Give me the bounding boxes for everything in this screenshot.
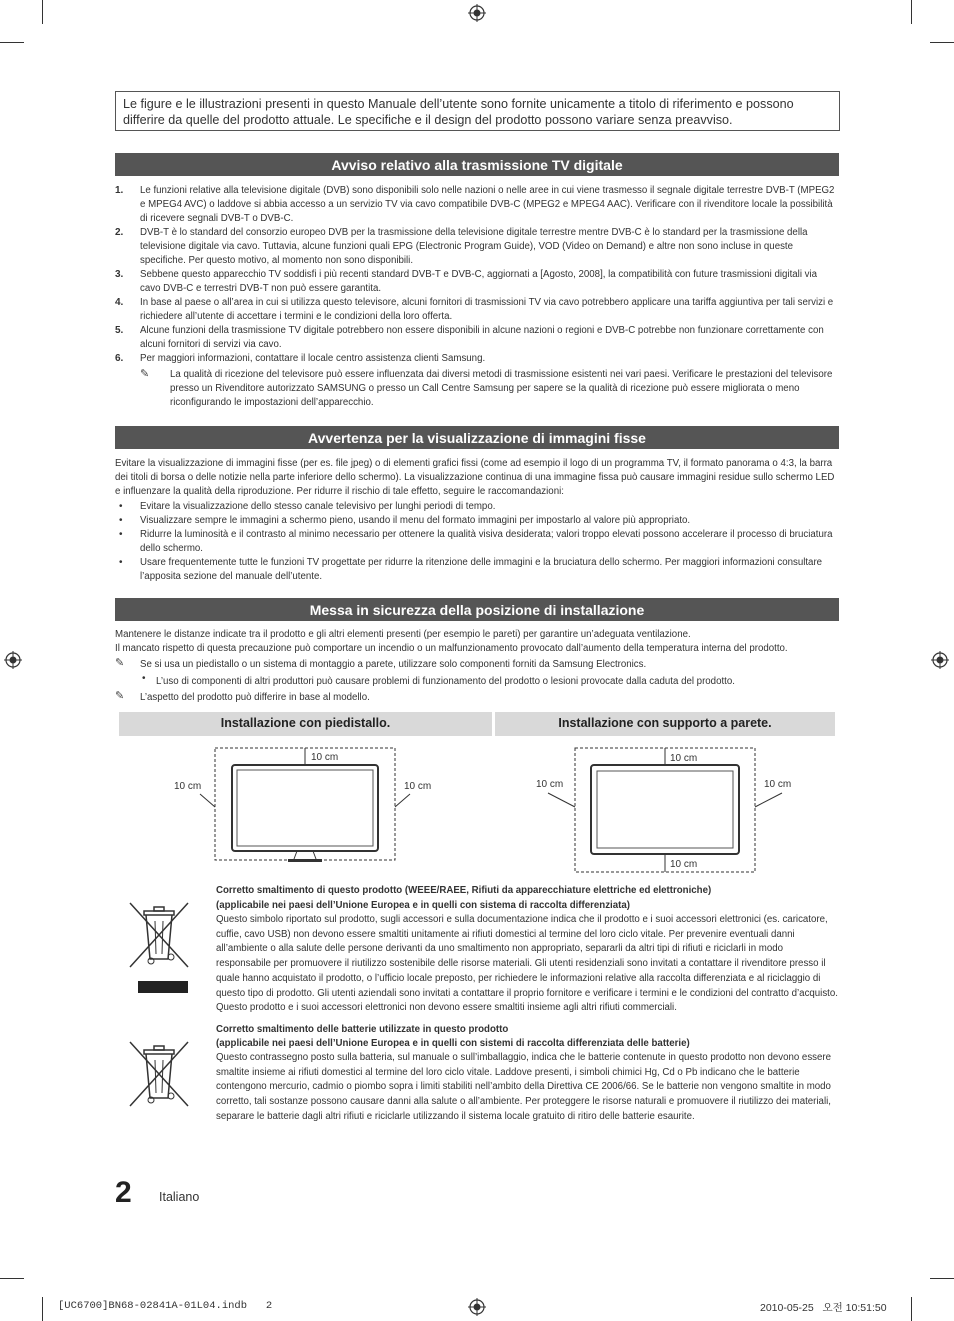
bullet-icon: • bbox=[142, 673, 146, 684]
bullet-item: Ridurre la luminosità e il contrasto al minimo necessario per ottenere la qualità visiva desiderata; valori troppo elevati possono accelerare il processo di bruciatura dello schermo. bbox=[140, 529, 833, 554]
column-header-wall: Installazione con supporto a parete. bbox=[495, 712, 835, 736]
weee-body: Questo simbolo riportato sul prodotto, sugli accessori e sulla documentazione indica che il prodotto e i suoi accessori elettronici (es. caricatore, cuffie, cavo USB) non devono essere smaltiti unitamente ai rifiuti domestici al termine del loro ciclo vitale. Per prevenire eventuali danni all’ambiente o alla salute delle persone derivanti da uno smaltimento non appropriato, separarli da altri tipi di rifiuti e riciclarli in modo responsabile per promuovere il riutilizzo sostenibile delle risorse materiali. Gli utenti residenziali sono invitati a contattare il rivenditore presso il quale hanno acquistato il prodotto, o l’ufficio locale preposto, per richiedere le informazioni relative alla raccolta differenziata e al riciclaggio di questo tipo di prodotto. Gli utenti aziendali sono invitati a contattare il proprio fornitore e verificare i termini e le condizioni del contratto d’acquisto. Questo prodotto e i suoi accessori elettronici non devono essere smaltiti insieme agli altri rifiuti commerciali. bbox=[216, 914, 838, 1014]
print-timestamp: 2010-05-25 오전 10:51:50 bbox=[760, 1302, 887, 1314]
bullet-icon: • bbox=[119, 501, 123, 512]
list-item: DVB-T è lo standard del consorzio europeo DVB per la trasmissione della televisione digitale terrestre mentre DVB-C è lo standard per la trasmissione della televisione digitale via cavo. Tuttavia, alcune funzioni quali EPG (Electronic Program Guide), VOD (Video on Demand) e altre non sono incluse in queste specifiche. Per questo motivo, al momento non sono disponibili. bbox=[140, 227, 808, 266]
weee-subtitle: (applicabile nei paesi dell’Unione Europea e in quelli con sistema di raccolta differenziata) bbox=[216, 900, 630, 911]
wall-installation-diagram bbox=[530, 745, 800, 875]
section-intro: Evitare la visualizzazione di immagini fisse (per es. file jpeg) o di elementi grafici fissi (come ad esempio il logo di un programma TV, il formato panorama o 4:3, la barra dei titoli di borsa o delle notizie nella parte inferiore dello schermo). La visualizzazione continua di una immagine fissa può causare immagini residue sullo schermo LED e influenzare la qualità della riproduzione. Per ridurre il rischio di tale effetto, seguire le raccomandazioni: bbox=[115, 458, 835, 497]
battery-title: Corretto smaltimento delle batterie utilizzate in questo prodotto bbox=[216, 1024, 509, 1035]
bullet-icon: • bbox=[119, 529, 123, 540]
weee-title: Corretto smaltimento di questo prodotto (WEEE/RAEE, Rifiuti da apparecchiature elettriche ed elettroniche) bbox=[216, 885, 712, 896]
disclaimer-box: Le figure e le illustrazioni presenti in questo Manuale dell’utente sono fornite unicamente a titolo di riferimento e possono differire da quelle del prodotto attuale. Le specifiche e il design del prodotto possono variare senza preavviso. bbox=[115, 91, 840, 131]
registration-mark-icon bbox=[468, 1298, 486, 1316]
crop-mark bbox=[911, 0, 912, 24]
section-title-digital-tv: Avviso relativo alla trasmissione TV digitale bbox=[115, 153, 839, 176]
registration-mark-icon bbox=[4, 651, 22, 669]
distance-label-bottom: 10 cm bbox=[670, 859, 698, 870]
distance-label-right: 10 cm bbox=[404, 781, 432, 792]
column-header-stand: Installazione con piedistallo. bbox=[119, 712, 492, 736]
note-pencil-icon: ✎ bbox=[140, 368, 150, 380]
list-item: Le funzioni relative alla televisione digitale (DVB) sono disponibili solo nelle nazioni o nelle aree in cui viene trasmesso il segnale digitale terrestre DVB-T (MPEG2 e MPEG4 AVC) o laddove si abbia accesso a un servizio TV via cavo compatibile DVB-C (MPEG2 e MPEG4 AAC). Verificare con il rivenditore locale la possibilità di ricevere segnali DVB-T o DVB-C. bbox=[140, 185, 835, 224]
list-item: Sebbene questo apparecchio TV soddisfi i più recenti standard DVB-T e DVB-C, aggiornati a [Agosto, 2008], la compatibilità con future trasmissioni digitali via cavo DVB-C e terrestri DVB-T non può essere garantita. bbox=[140, 269, 818, 294]
list-item: Per maggiori informazioni, contattare il locale centro assistenza clienti Samsung. bbox=[140, 353, 486, 364]
registration-mark-icon bbox=[931, 651, 949, 669]
registration-mark-icon bbox=[468, 4, 486, 22]
list-number: 2. bbox=[115, 227, 124, 238]
bullet-item: Visualizzare sempre le immagini a schermo pieno, usando il menu del formato immagini per impostarlo al valore più appropriato. bbox=[140, 515, 691, 526]
distance-label-top: 10 cm bbox=[311, 752, 339, 763]
bullet-item: Evitare la visualizzazione dello stesso canale televisivo per lunghi periodi di tempo. bbox=[140, 501, 496, 512]
page-language: Italiano bbox=[159, 1190, 200, 1204]
battery-body: Questo contrassegno posto sulla batteria, sul manuale o sull’imballaggio, indica che le batterie contenute in questo prodotto non devono essere smaltite insieme ai rifiuti domestici al termine del loro ciclo vitale. Laddove presenti, i simboli chimici Hg, Cd o Pb indicano che le batterie contengono mercurio, cadmio o piombo sopra i limiti stabiliti nell’ambito della Direttiva CE 2006/66. Se le batterie non vengono smaltite in modo corretto, tali sostanze possono causare danni alla salute o all’ambiente. Per proteggere le risorse naturali e promuovere il riutilizzo dei materiali, separare le batterie dagli altri rifiuti e riciclarle utilizzando il sistema locale gratuito di ritiro delle batterie esaurite. bbox=[216, 1052, 832, 1122]
crop-mark bbox=[0, 42, 24, 43]
distance-label-right: 10 cm bbox=[764, 779, 792, 790]
distance-label-left: 10 cm bbox=[174, 781, 202, 792]
distance-label-top: 10 cm bbox=[670, 753, 698, 764]
crop-mark bbox=[930, 1278, 954, 1279]
list-item: In base al paese o all’area in cui si utilizza questo televisore, alcuni fornitori di trasmissioni TV via cavo potrebbero applicare una tariffa aggiuntiva per tali servizi e richiedere all’utente di accettare i termini e le condizioni della loro offerta. bbox=[140, 297, 834, 322]
section-intro: Mantenere le distanze indicate tra il prodotto e gli altri elementi presenti (per esempio le pareti) per garantire un’adeguata ventilazione. bbox=[115, 629, 691, 640]
list-number: 5. bbox=[115, 325, 124, 336]
sub-bullet-text: L’uso di componenti di altri produttori può causare problemi di funzionamento del prodotto o lesioni provocate dalla caduta del prodotto. bbox=[156, 676, 735, 687]
bullet-item: Usare frequentemente tutte le funzioni TV progettate per ridurre la ritenzione delle immagini e la bruciatura dello schermo. Per maggiori informazioni consultare l’apposita sezione del manuale dell’utente. bbox=[140, 557, 823, 582]
file-slug: [UC6700]BN68-02841A-01L04.indb 2 bbox=[58, 1300, 273, 1312]
bullet-icon: • bbox=[119, 557, 123, 568]
battery-bin-icon bbox=[126, 1038, 192, 1110]
section-intro: Il mancato rispetto di questa precauzione può comportare un incendio o un malfunzionamento provocato dall’aumento della temperatura interna del prodotto. bbox=[115, 643, 788, 654]
crop-mark bbox=[42, 1297, 43, 1321]
list-number: 4. bbox=[115, 297, 124, 308]
list-number: 1. bbox=[115, 185, 124, 196]
battery-subtitle: (applicabile nei paesi dell’Unione Europea e in quelli con sistemi di raccolta differenziata delle batterie) bbox=[216, 1038, 690, 1049]
distance-label-left: 10 cm bbox=[536, 779, 564, 790]
note-pencil-icon: ✎ bbox=[115, 657, 125, 669]
page-number: 2 bbox=[115, 1176, 132, 1209]
crop-mark bbox=[911, 1297, 912, 1321]
crop-mark bbox=[0, 1278, 24, 1279]
bullet-icon: • bbox=[119, 515, 123, 526]
list-item: Alcune funzioni della trasmissione TV digitale potrebbero non essere disponibili in alcune nazioni o regioni e DVB-C potrebbe non funzionare correttamente con alcuni fornitori di servizi via cavo. bbox=[140, 325, 824, 350]
crop-mark bbox=[930, 42, 954, 43]
note-text: Se si usa un piedistallo o un sistema di montaggio a parete, utilizzare solo componenti forniti da Samsung Electronics. bbox=[140, 659, 647, 670]
stand-installation-diagram bbox=[170, 745, 440, 875]
section-title-installation: Messa in sicurezza della posizione di installazione bbox=[115, 598, 839, 621]
list-number: 3. bbox=[115, 269, 124, 280]
weee-bin-icon bbox=[126, 899, 192, 995]
note-text: La qualità di ricezione del televisore può essere influenzata dai diversi metodi di trasmissione esistenti nei vari paesi. Verificare le prestazioni del televisore presso un Rivenditore autorizzato SAMSUNG o presso un Call Centre Samsung per sapere se la qualità di ricezione può essere migliorata o meno riconfigurando le impostazioni dell’apparecchio. bbox=[170, 369, 833, 408]
note-text: L’aspetto del prodotto può differire in base al modello. bbox=[140, 692, 370, 703]
list-number: 6. bbox=[115, 353, 124, 364]
section-title-still-images: Avvertenza per la visualizzazione di immagini fisse bbox=[115, 426, 839, 449]
note-pencil-icon: ✎ bbox=[115, 690, 125, 702]
crop-mark bbox=[42, 0, 43, 24]
